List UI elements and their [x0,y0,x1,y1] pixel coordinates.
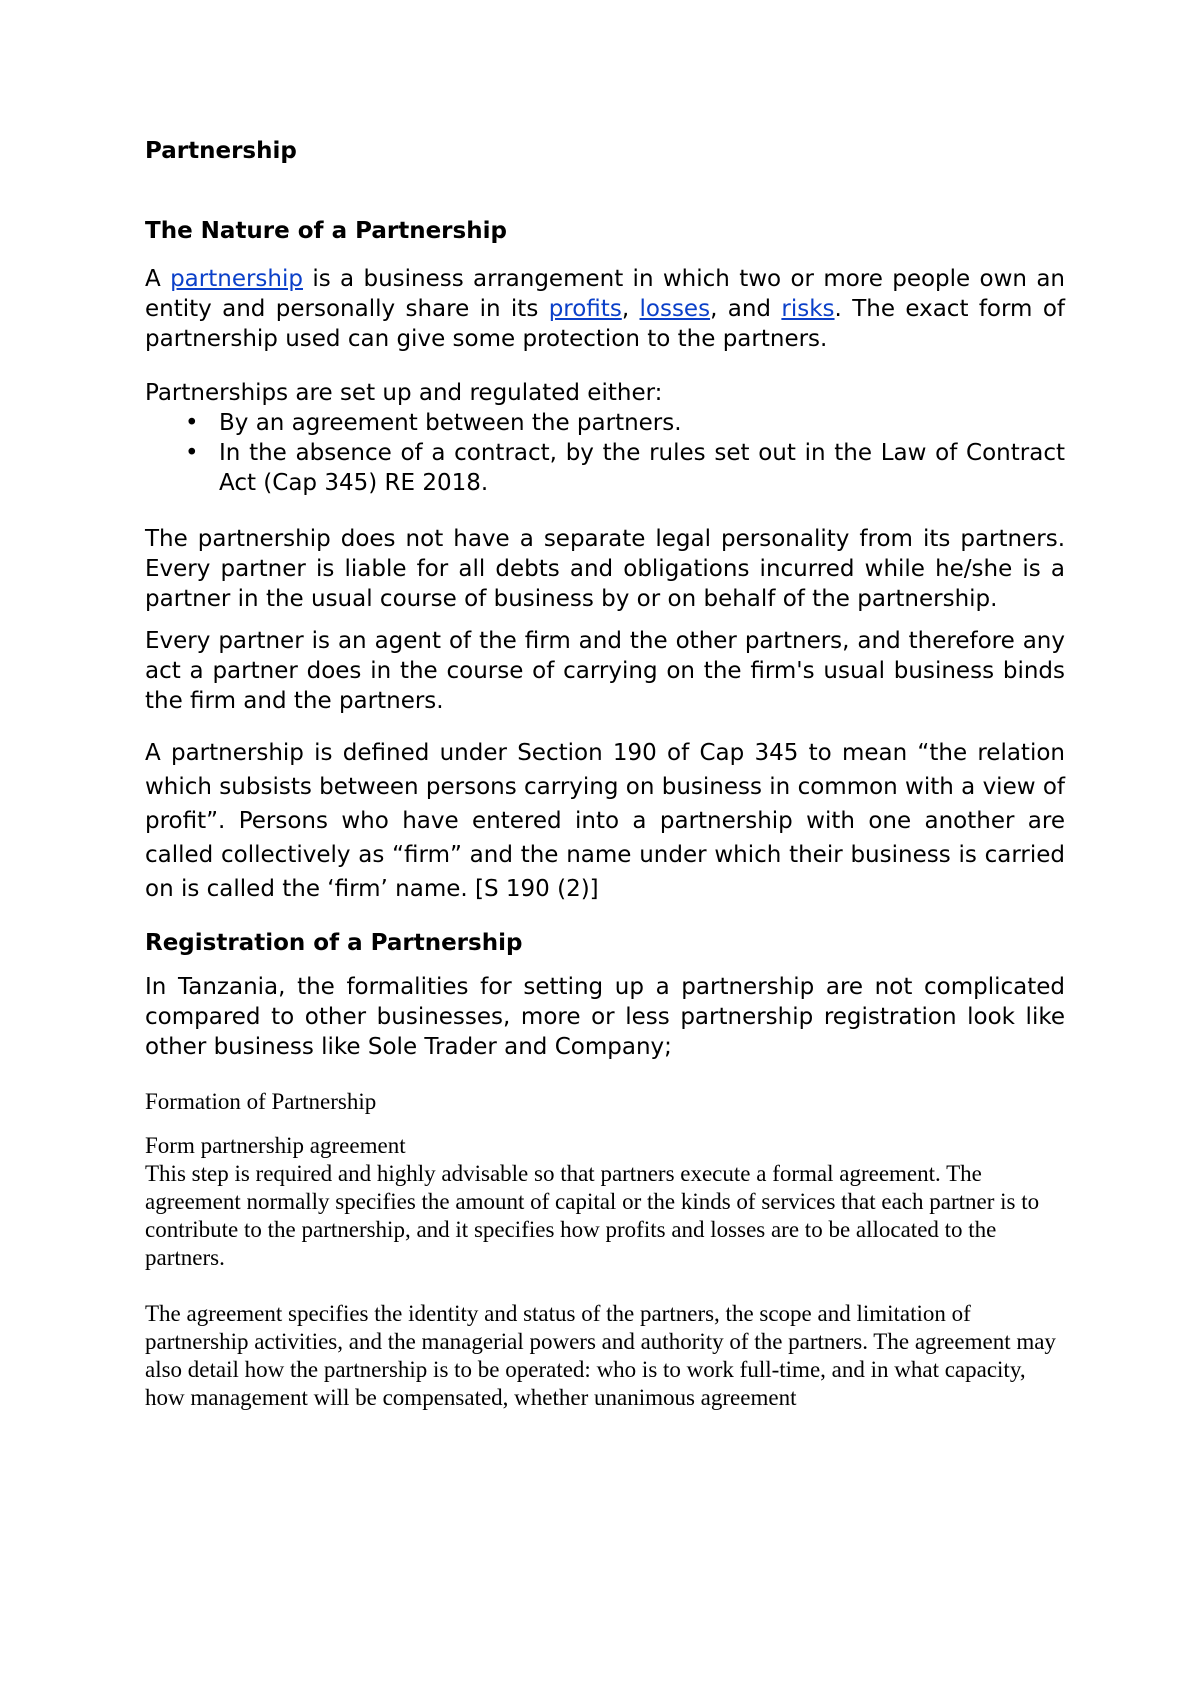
list-item [145,408,1065,438]
paragraph-agreement-details: The agreement specifies the identity and status of the partners, the scope and limitation of partnership activities, and the managerial powers and authority of the partners. The agreement may also detail how the partnership is to be operated: who is to work full-time, and in what capacity, how management will be compensated, whether unanimous agreement [145,1301,1056,1410]
paragraph-agent: Every partner is an agent of the firm and the other partners, and therefore any act a partner does in the course of carrying on the firm's usual business binds the firm and the partners. [145,628,1065,714]
link-risks[interactable]: risks [781,296,835,322]
paragraph-section-190: A partnership is defined under Section 190 of Cap 345 to mean “the relation which subsists between persons carrying on business in common with a view of profit”. Persons who have entered into a partnership with one another are called collectively as “firm” and the name under which their business is carried on is called the ‘firm’ name. [S 190 (2)] [145,740,1066,902]
link-losses[interactable]: losses [639,296,711,322]
bullet-icon: • [185,440,199,466]
bullet-icon: • [185,410,199,436]
paragraph-text: , [621,296,640,322]
paragraph-definition [145,264,1065,354]
list-item [145,438,1065,498]
paragraph-legal-personality: The partnership does not have a separate legal personality from its partners. Every partner is liable for all debts and obligations incurred while he/she is a partner in the usual course of business by or on behalf of the partnership. [145,526,1065,612]
document-title: Partnership [145,138,297,164]
section-heading-formation: Formation of Partnership [145,1089,377,1114]
bullet-list [145,408,1065,498]
link-partnership[interactable]: partnership [170,266,303,292]
link-profits[interactable]: profits [548,296,622,322]
document-body [145,138,1065,1412]
list-item-text: By an agreement between the partners. [219,410,682,436]
paragraph-text: A [145,266,171,292]
list-intro: Partnerships are set up and regulated either: [145,380,663,406]
section-heading-registration: Registration of a Partnership [145,930,523,956]
paragraph-registration: In Tanzania, the formalities for setting up a partnership are not complicated compared to other businesses, more or less partnership registration look like other business like Sole Trader and Company; [145,974,1065,1060]
section-heading-nature: The Nature of a Partnership [145,218,507,244]
list-item-text: In the absence of a contract, by the rules set out in the Law of Contract Act (Cap 345) RE 2018. [219,440,1065,496]
subheading-agreement: Form partnership agreement [145,1133,406,1158]
paragraph-text: is a business arrangement in which two or more people own an entity and personally share in its [145,266,1066,322]
paragraph-text: . The exact form of partnership used can give some protection to the partners. [145,296,1065,352]
paragraph-text: , and [710,296,782,322]
paragraph-agreement: This step is required and highly advisable so that partners execute a formal agreement. The agreement normally specifies the amount of capital or the kinds of services that each partner is to contribute to the partnership, and it specifies how profits and losses are to be allocated to the partners. [145,1161,1040,1270]
